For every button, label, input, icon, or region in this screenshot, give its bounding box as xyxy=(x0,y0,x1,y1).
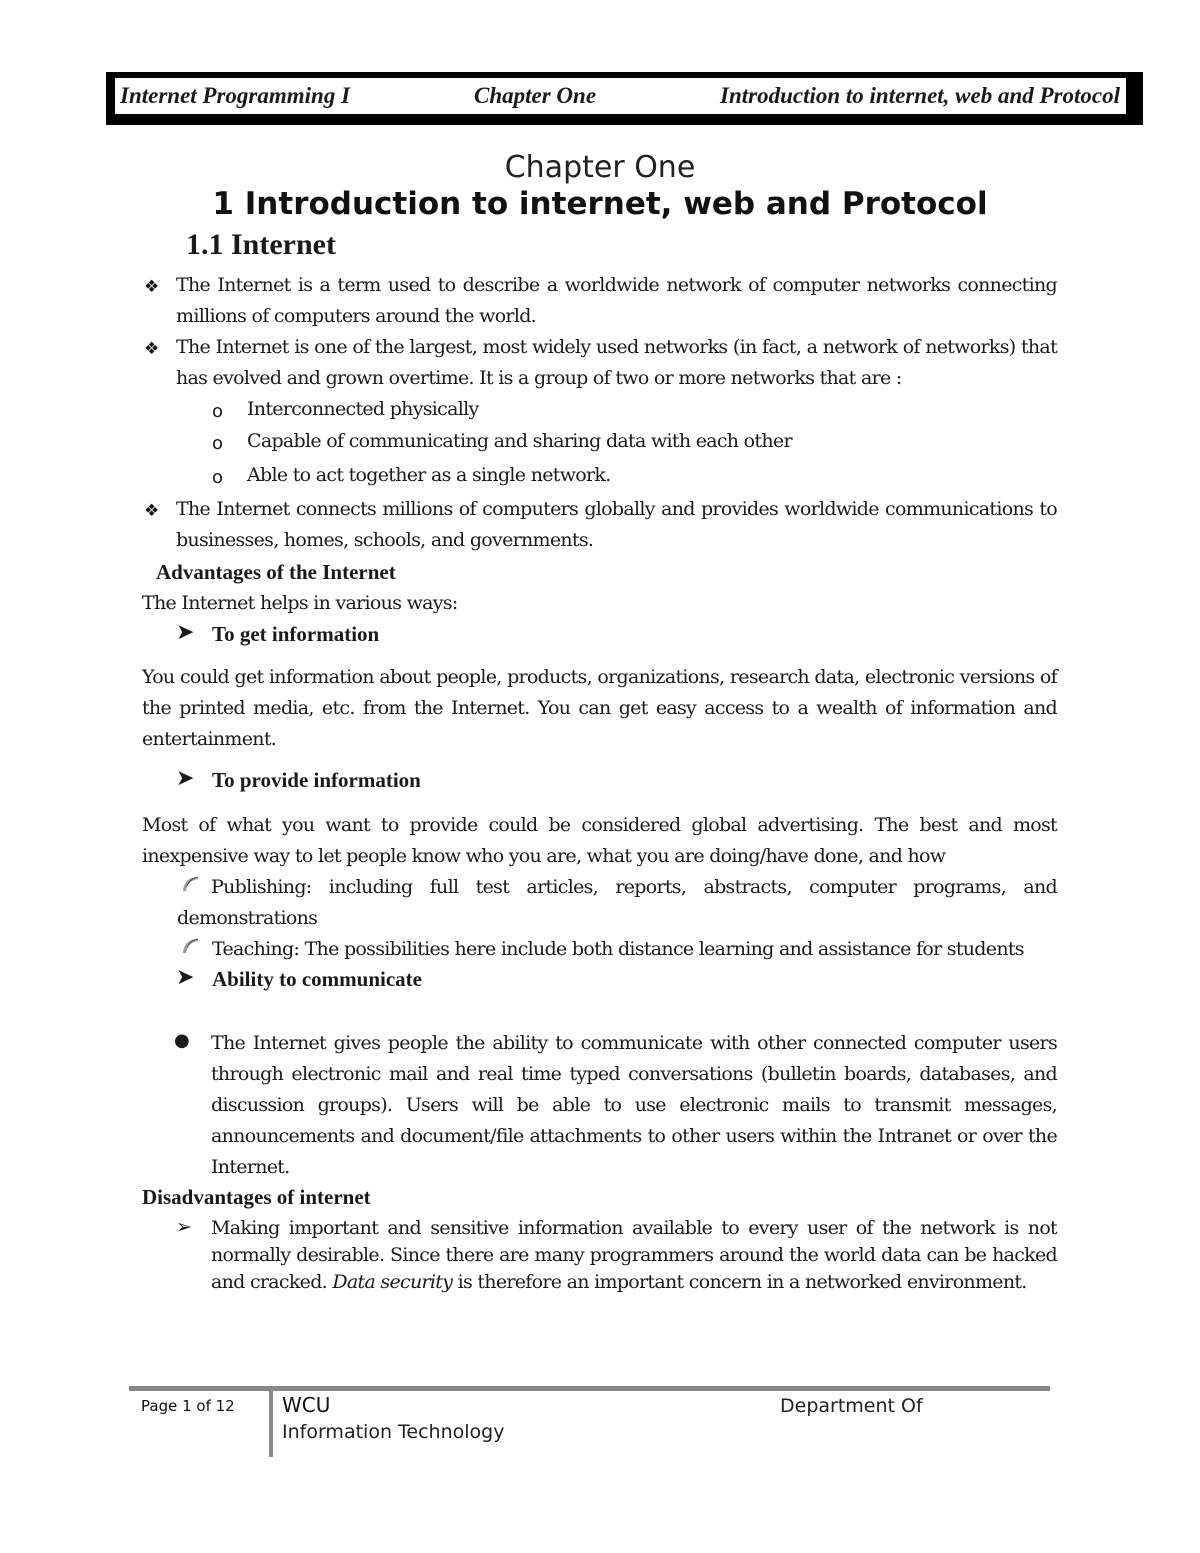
bullet-largest-network: The Internet is one of the largest, most widely used networks (in fact, a network of networks) that has evolved and grown overtime. It is a group of two or more networks that are : xyxy=(176,336,1057,389)
publishing-item: Publishing: including full test articles, reports, abstracts, computer programs, and demonstrations xyxy=(177,876,1057,929)
disadvantage-item xyxy=(211,1215,1057,1296)
running-header xyxy=(106,72,1143,125)
data-security-term: Data security xyxy=(332,1271,453,1293)
arrow-bullet-icon: ➤ xyxy=(176,766,195,791)
bullet-internet-definition: The Internet is a term used to describe a worldwide network of computer networks connecting millions of computers around the world. xyxy=(176,274,1057,327)
quill-bullet-icon xyxy=(180,937,200,955)
bullet-connects-millions: The Internet connects millions of computers globally and provides worldwide communications to businesses, homes, schools, and governments. xyxy=(176,498,1057,551)
dot-bullet-icon: ● xyxy=(174,1030,190,1051)
chapter-label: Chapter One xyxy=(504,150,696,185)
diamond-bullet-icon: ❖ xyxy=(144,339,160,359)
arrow-bullet-icon: ➤ xyxy=(176,965,195,990)
provide-info-text: Most of what you want to provide could be considered global advertising. The best and most inexpensive way to let people know who you are, what you are doing/have done, and how xyxy=(142,814,1057,867)
header-topic: Introduction to internet, web and Protocol xyxy=(720,83,1120,108)
footer-rule xyxy=(129,1386,1050,1391)
running-header-inner xyxy=(115,78,1126,114)
header-course: Internet Programming I xyxy=(120,83,351,108)
sub-item-single-network: Able to act together as a single network. xyxy=(247,464,611,486)
circle-bullet-icon: o xyxy=(212,433,224,454)
provide-info-heading: To provide information xyxy=(212,768,421,792)
footer-divider xyxy=(269,1389,273,1457)
communicate-text: The Internet gives people the ability to communicate with other connected computer users through electronic mail and real time typed conversations (bulletin boards, databases, and discussion groups). Users will be able to use electronic mails to transmit messages, announcements and document/file attachments to other users within the Intranet or over the Internet. xyxy=(211,1032,1057,1178)
diamond-bullet-icon: ❖ xyxy=(144,501,160,521)
advantages-heading: Advantages of the Internet xyxy=(156,560,396,584)
teaching-item: Teaching: The possibilities here include both distance learning and assistance for students xyxy=(212,938,1024,960)
get-info-heading: To get information xyxy=(212,622,380,646)
diamond-bullet-icon: ❖ xyxy=(144,277,160,297)
arrow-bullet-icon: ➤ xyxy=(176,620,195,645)
disadvantage-text-a: Making important and sensitive information available to every user of the network is not normally desirable. Since there are many programmers around the world data can be hacked and cracked. xyxy=(211,1217,1057,1293)
footer-org: WCU xyxy=(282,1393,331,1417)
section-title: 1.1 Internet xyxy=(186,228,336,261)
footer-dept-name: Information Technology xyxy=(282,1421,505,1443)
circle-bullet-icon: o xyxy=(212,401,224,422)
get-info-text: You could get information about people, products, organizations, research data, electronic versions of the printed media, etc. from the Internet. You can get easy access to a wealth of information and entertainment. xyxy=(142,666,1057,750)
circle-bullet-icon: o xyxy=(212,467,224,488)
arrow-outline-bullet-icon: ➢ xyxy=(176,1216,192,1238)
header-chapter: Chapter One xyxy=(474,83,597,108)
communicate-heading: Ability to communicate xyxy=(212,967,422,991)
page-number: Page 1 of 12 xyxy=(141,1397,235,1415)
sub-item-interconnected: Interconnected physically xyxy=(247,398,479,420)
advantages-intro: The Internet helps in various ways: xyxy=(142,592,458,614)
disadvantage-text-b: is therefore an important concern in a networked environment. xyxy=(452,1271,1027,1293)
footer-dept-label: Department Of xyxy=(780,1395,923,1417)
sub-item-capable: Capable of communicating and sharing data with each other xyxy=(247,430,792,452)
disadvantages-heading: Disadvantages of internet xyxy=(142,1185,371,1209)
chapter-title: 1 Introduction to internet, web and Protocol xyxy=(212,186,988,222)
